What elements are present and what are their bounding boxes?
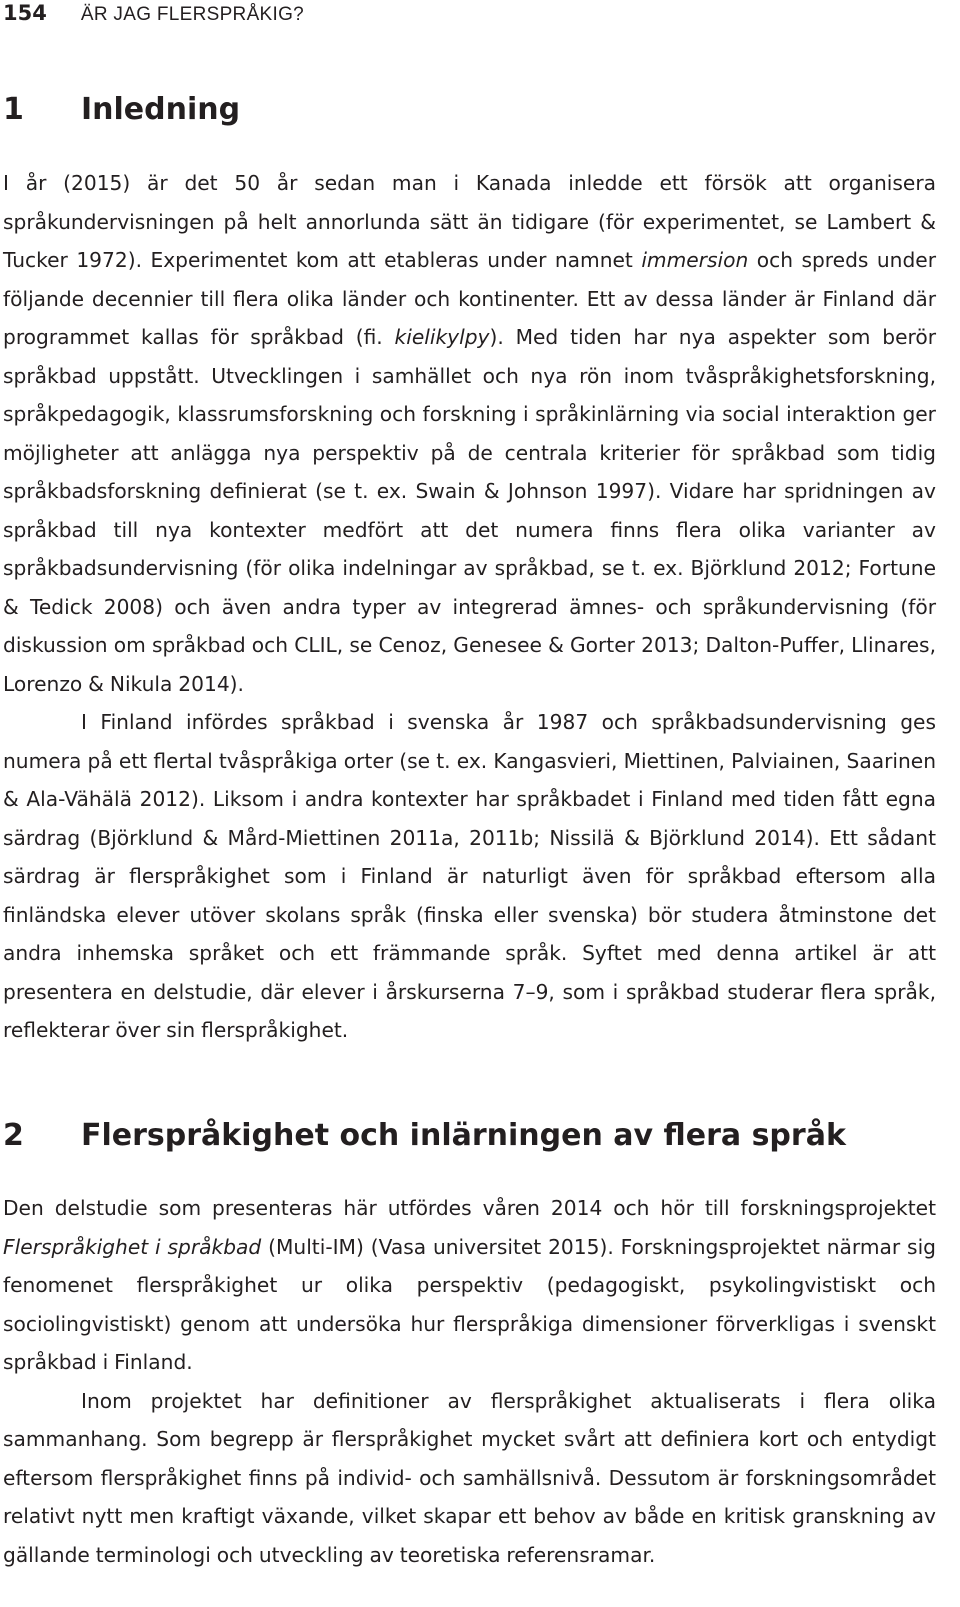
section-2-paragraph-1 [3, 1189, 936, 1382]
paragraph-text: ). Med tiden har nya aspekter som berör språkbad uppstått. Utvecklingen i samhället och nya rön inom tvåspråkighetsforskning, språkpedagogik, klassrumsforskning och forskning i språkinlärning via social interaktion ger möjligheter att anlägga nya perspektiv på de centrala kriterier för språkbad som tidig språkbadsforskning definierat (se t. ex. Swain & Johnson 1997). Vidare har spridningen av språkbad till nya kontexter medfört att det numera finns flera olika varianter av språkbadsundervisning (för olika indelningar av språkbad, se t. ex. Björklund 2012; Fortune & Tedick 2008) och även andra typer av integrerad ämnes- och språkundervisning (för diskussion om språkbad och CLIL, se Cenoz, Genesee & Gorter 2013; Dalton-Puffer, Llinares, Lorenzo & Nikula 2014). [3, 325, 937, 696]
paragraph-text: och spreds under följande decennier till flera olika länder och kontinenter. Ett av dessa länder är Finland där programmet kallas för språkbad (fi. [3, 248, 937, 349]
section-1-heading [3, 90, 240, 130]
section-2-body [3, 1189, 936, 1574]
running-title: ÄR JAG FLERSPRÅKIG? [80, 4, 305, 25]
paragraph-text: (Multi-IM) (Vasa universitet 2015). Forskningsprojektet närmar sig fenomenet flerspråkighet ur olika perspektiv (pedagogiskt, psykolingvistiskt och sociolingvistiskt) genom att undersöka hur flerspråkiga dimensioner förverkligas i svenskt språkbad i Finland. [3, 1234, 936, 1374]
section-2-title: Flerspråkighet och inlärningen av flera språk [81, 1118, 846, 1153]
term-kielikylpy: kielikylpy [394, 325, 490, 349]
section-1-paragraph-2: I Finland infördes språkbad i svenska år 1987 och språkbadsundervisning ges numera på ett flertal tvåspråkiga orter (se t. ex. Kangasvieri, Miettinen, Palviainen, Saarinen & Ala-Vähälä 2012). Liksom i andra kontexter har språkbadet i Finland med tiden fått egna särdrag (Björklund & Mård-Miettinen 2011a, 2011b; Nissilä & Björklund 2014). Ett sådant särdrag är flerspråkighet som i Finland är naturligt även för språkbad eftersom alla finländska elever utöver skolans språk (finska eller svenska) bör studera åtminstone det andra inhemska språket och ett främmande språk. Syftet med denna artikel är att presentera en delstudie, där elever i årskurserna 7–9, som i språkbad studerar flera språk, reflekterar över sin flerspråkighet. [3, 710, 936, 1042]
section-2-paragraph-2: Inom projektet har definitioner av flerspråkighet aktualiserats i flera olika sammanhang. Som begrepp är flerspråkighet mycket svårt att definiera kort och entydigt eftersom flerspråkighet finns på individ- och samhällsnivå. Dessutom är forskningsområdet relativt nytt men kraftigt växande, vilket skapar ett behov av både en kritisk granskning av gällande terminologi och utveckling av teoretiska referensramar. [3, 1388, 936, 1567]
project-title: Flerspråkighet i språkbad [3, 1234, 262, 1259]
section-1-paragraph-1 [3, 164, 936, 703]
section-1-title: Inledning [81, 92, 241, 127]
section-1-number: 1 [3, 92, 24, 127]
running-header [3, 1, 304, 27]
section-2-heading [3, 1116, 846, 1156]
section-2-number: 2 [3, 1118, 24, 1153]
paragraph-text: Den delstudie som presenteras här utfördes våren 2014 och hör till forskningsprojektet [3, 1196, 936, 1220]
page-number: 154 [3, 1, 47, 25]
term-immersion: immersion [641, 248, 749, 272]
paragraph-text: I år (2015) är det 50 år sedan man i Kanada inledde ett försök att organisera språkundervisningen på helt annorlunda sätt än tidigare (för experimentet, se Lambert & Tucker 1972). Experimentet kom att etableras under namnet [3, 171, 936, 272]
section-1-body [3, 164, 936, 1050]
